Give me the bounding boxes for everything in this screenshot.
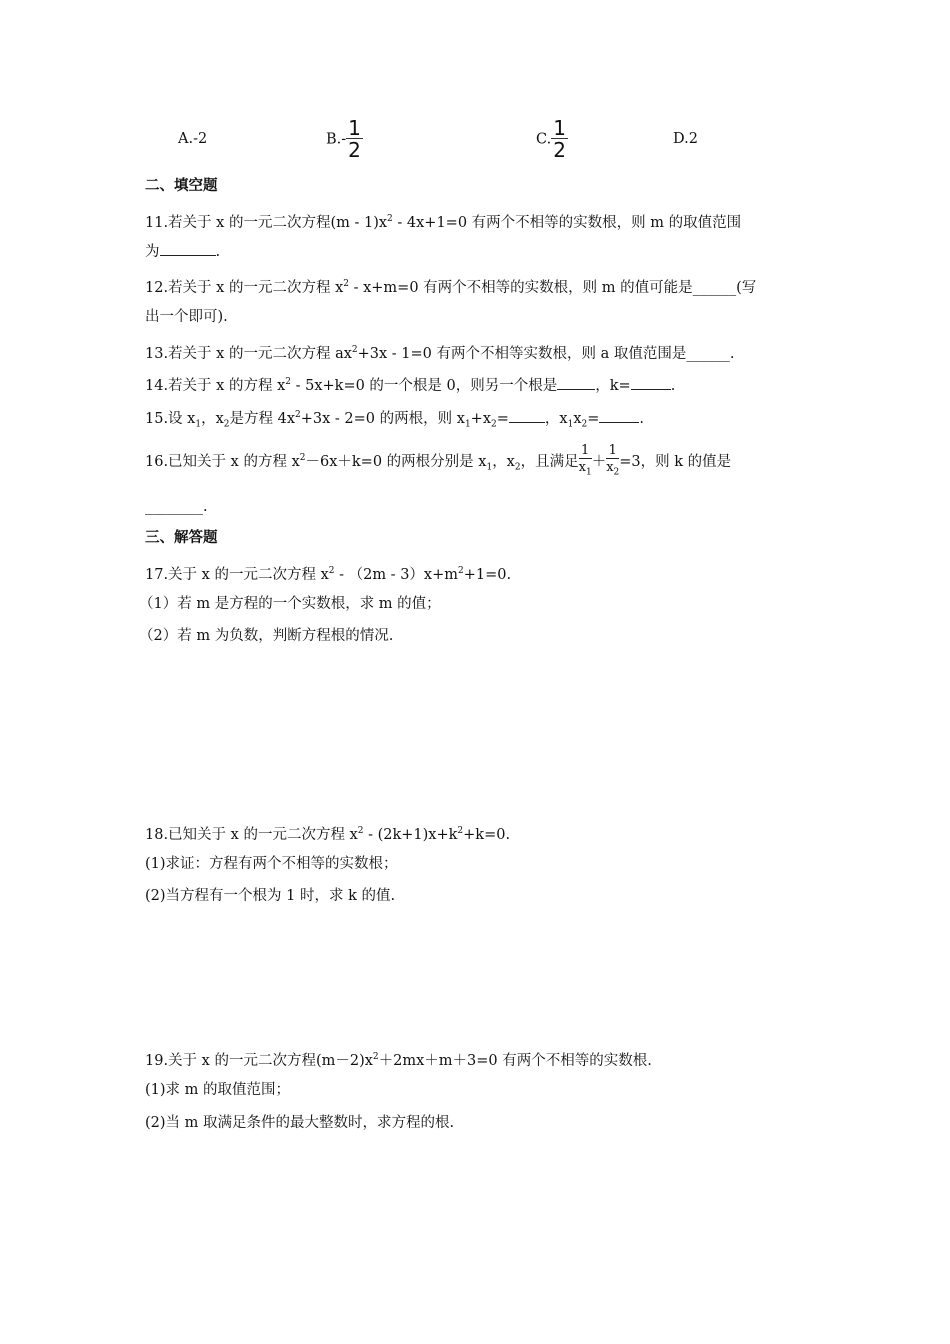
option-a-value: -2 bbox=[193, 131, 208, 147]
q18-t2: - (2k+1)x+k bbox=[363, 826, 458, 843]
q12-text-end: - x+m=0 有两个不相等的实数根，则 m 的值可能是______(写 bbox=[348, 279, 757, 296]
q18-exponent: 2 bbox=[357, 826, 364, 836]
q17-exponent-2: 2 bbox=[458, 566, 464, 576]
q12-exponent: 2 bbox=[343, 279, 349, 289]
q16-frac1-den bbox=[579, 458, 592, 482]
q14-text-mid: - 5x+k=0 的一个根是 0，则另一个根是 bbox=[290, 377, 558, 394]
q11-answer-blank[interactable] bbox=[160, 241, 216, 256]
q18-t3: +k=0. bbox=[463, 826, 511, 843]
q15-t6: = bbox=[496, 410, 509, 427]
q15-product-blank[interactable] bbox=[599, 408, 639, 423]
option-b-denominator: 2 bbox=[348, 138, 361, 162]
q16-frac1-num: 1 bbox=[581, 442, 590, 458]
question-13 bbox=[145, 340, 734, 364]
q12-text-start: 12.若关于 x 的一元二次方程 x bbox=[145, 279, 344, 296]
option-b bbox=[326, 118, 363, 161]
question-19-part-2: (2)当 m 取满足条件的最大整数时，求方程的根. bbox=[145, 1115, 455, 1131]
q16-t3: ，x bbox=[492, 453, 515, 470]
question-12-line2: 出一个即可). bbox=[145, 309, 228, 325]
q15-t9: = bbox=[587, 410, 600, 427]
q15-sub1: 1 bbox=[195, 419, 202, 430]
q16-t5: =3，则 k 的值是 bbox=[619, 453, 732, 470]
q15-t4: +3x - 2=0 的两根，则 x bbox=[300, 410, 465, 427]
option-b-sign: - bbox=[341, 131, 347, 148]
q15-t7: ，x bbox=[544, 410, 568, 427]
q13-text-end: +3x - 1=0 有两个不相等实数根，则 a 取值范围是______. bbox=[357, 345, 735, 362]
q18-t1: 18.已知关于 x 的一元二次方程 x bbox=[145, 826, 358, 843]
q11-text-end: - 4x+1=0 有两个不相等的实数根，则 m 的取值范围 bbox=[392, 214, 742, 231]
q16-frac1-den-sub: 1 bbox=[585, 467, 592, 478]
q16-frac2-den-sub: 2 bbox=[613, 467, 620, 478]
q16-sub1: 1 bbox=[486, 462, 493, 473]
q15-t5: +x bbox=[470, 410, 491, 427]
q19-exponent: 2 bbox=[372, 1052, 379, 1062]
q16-t1: 16.已知关于 x 的方程 x bbox=[145, 453, 300, 470]
option-a-label: A. bbox=[178, 131, 194, 147]
option-c-label: C. bbox=[536, 131, 552, 148]
q13-text-start: 13.若关于 x 的一元二次方程 ax bbox=[145, 345, 352, 362]
option-d-value: 2 bbox=[688, 131, 698, 147]
q14-root-blank[interactable] bbox=[557, 375, 595, 390]
q14-text-k: ，k= bbox=[595, 377, 631, 394]
question-14 bbox=[145, 372, 675, 396]
question-12 bbox=[145, 274, 756, 298]
q19-t1: 19.关于 x 的一元二次方程(m－2)x bbox=[145, 1052, 373, 1069]
q17-exponent: 2 bbox=[328, 566, 335, 576]
q11-text-start: 11.若关于 x 的一元二次方程(m - 1)x bbox=[145, 214, 388, 231]
q16-t4: ，且满足 bbox=[520, 453, 579, 470]
q16-frac2-den-x: x bbox=[606, 459, 614, 475]
q17-t3: +1=0. bbox=[463, 566, 512, 583]
section-fill-in-title: 二、填空题 bbox=[145, 178, 218, 194]
q16-t2: －6x＋k=0 的两根分别是 x bbox=[305, 453, 487, 470]
q15-exponent: 2 bbox=[295, 410, 301, 420]
q17-t1: 17.关于 x 的一元二次方程 x bbox=[145, 566, 329, 583]
question-15 bbox=[145, 405, 644, 435]
q11-exponent: 2 bbox=[387, 214, 393, 224]
question-17 bbox=[145, 561, 511, 585]
q15-t1: 15.设 x bbox=[145, 410, 196, 427]
q18-exponent-2: 2 bbox=[457, 826, 464, 836]
q11-line2-start: 为 bbox=[145, 244, 160, 260]
q15-sub3: 1 bbox=[464, 419, 471, 430]
q14-k-blank[interactable] bbox=[631, 375, 671, 390]
q19-t2: ＋2mx＋m＋3=0 有两个不相等的实数根. bbox=[378, 1052, 652, 1069]
question-18 bbox=[145, 821, 510, 845]
option-b-fraction bbox=[346, 118, 363, 161]
question-19 bbox=[145, 1047, 652, 1071]
q15-t8: x bbox=[573, 410, 582, 427]
q16-sub2: 2 bbox=[514, 462, 521, 473]
question-18-part-1: (1)求证：方程有两个不相等的实数根； bbox=[145, 856, 398, 872]
section-solve-title: 三、解答题 bbox=[145, 530, 218, 546]
option-d-label: D. bbox=[673, 131, 689, 147]
q16-exponent: 2 bbox=[299, 453, 306, 463]
q16-fraction-2 bbox=[606, 443, 619, 482]
question-16-line2: ________. bbox=[145, 499, 208, 515]
question-16 bbox=[145, 440, 731, 486]
q15-sub4: 2 bbox=[491, 419, 497, 430]
q16-frac2-den bbox=[606, 458, 619, 482]
question-11-line2 bbox=[145, 241, 220, 262]
question-17-part-2: （2）若 m 为负数，判断方程根的情况. bbox=[139, 628, 394, 644]
option-c-denominator: 2 bbox=[553, 138, 566, 162]
q15-sub5: 1 bbox=[567, 419, 574, 430]
option-b-label: B. bbox=[326, 131, 342, 148]
question-19-part-1: (1)求 m 的取值范围； bbox=[145, 1082, 291, 1098]
option-d bbox=[673, 131, 698, 147]
q14-text-start: 14.若关于 x 的方程 x bbox=[145, 377, 286, 394]
option-c-fraction bbox=[551, 118, 568, 161]
q11-line2-end: . bbox=[215, 244, 221, 260]
question-17-part-1: （1）若 m 是方程的一个实数根，求 m 的值； bbox=[139, 596, 441, 612]
q16-fraction-1 bbox=[579, 443, 592, 482]
q16-plus: ＋ bbox=[591, 453, 607, 470]
question-18-part-2: (2)当方程有一个根为 1 时，求 k 的值. bbox=[145, 888, 396, 904]
option-b-numerator: 1 bbox=[348, 116, 361, 140]
q15-sub6: 2 bbox=[581, 419, 588, 430]
option-c-numerator: 1 bbox=[553, 116, 566, 140]
question-11 bbox=[145, 209, 741, 233]
q15-t3: 是方程 4x bbox=[229, 410, 296, 427]
q15-t10: . bbox=[639, 410, 644, 427]
q17-t2: - （2m - 3）x+m bbox=[334, 566, 458, 583]
q16-frac2-num: 1 bbox=[608, 442, 617, 458]
q14-text-end: . bbox=[670, 377, 676, 394]
q16-frac1-den-x: x bbox=[578, 459, 586, 475]
q13-exponent: 2 bbox=[351, 345, 358, 355]
option-a bbox=[178, 131, 207, 147]
q15-sub2: 2 bbox=[223, 419, 230, 430]
option-c bbox=[536, 118, 568, 161]
q15-t2: ，x bbox=[201, 410, 224, 427]
q14-exponent: 2 bbox=[285, 377, 291, 387]
q15-sum-blank[interactable] bbox=[509, 408, 545, 423]
